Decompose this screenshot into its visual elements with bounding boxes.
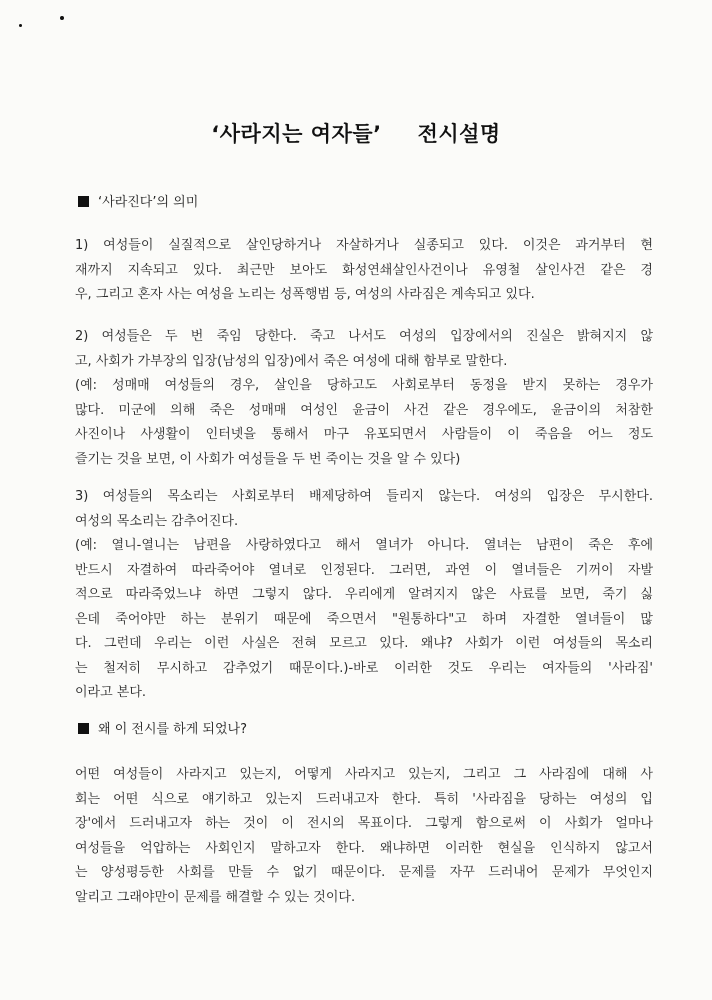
text-line: 3) 여성들의 목소리는 사회로부터 배제당하여 들리지 않는다. 여성의 입장은 무시한다.: [75, 489, 653, 504]
section-heading-why: [78, 718, 247, 737]
document-title: [0, 118, 712, 148]
paragraph-2: [75, 325, 653, 472]
text-line: (예: 열니-열니는 남편을 사랑하였다고 해서 열녀가 아니다. 열녀는 남편이 죽은 후에: [75, 538, 653, 553]
text-line: 고, 사회가 가부장의 입장(남성의 입장)에서 죽은 여성에 대해 함부로 말한다.: [75, 353, 508, 369]
text-line: 여성들을 억압하는 사회인지 말하고자 한다. 왜냐하면 이러한 현실을 인식하지 않고서: [75, 840, 653, 856]
text-line: 반드시 자결하여 따라죽어야 열녀로 인정된다. 그러면, 과연 이 열녀들은 기꺼이 자발: [75, 562, 653, 578]
text-line: 여성의 목소리는 감추어진다.: [75, 513, 239, 529]
text-line: 사진이나 사생활이 인터넷을 통해서 마구 유포되면서 사람들이 이 죽음을 어느 정도: [75, 427, 653, 442]
text-line: (예: 성매매 여성들의 경우, 살인을 당하고도 사회로부터 동정을 받지 못하는 경우가: [75, 378, 653, 393]
paragraph-1: [75, 234, 653, 308]
text-line: 재까지 지속되고 있다. 최근만 보아도 화성연쇄살인사건이나 유영철 살인사건 같은 경: [75, 262, 653, 278]
square-bullet-icon: [78, 723, 89, 734]
text-line: 많다. 미군에 의해 죽은 성매매 여성인 윤금이 사건 같은 경우에도, 윤금이의 처참한: [75, 402, 653, 418]
text-line: 회는 어떤 식으로 얘기하고 있는지 드러내고자 한다. 특히 '사라짐을 당하는 여성의 입: [75, 791, 653, 807]
text-line: 우, 그리고 혼자 사는 여성을 노리는 성폭행범 등, 여성의 사라짐은 계속되고 있다.: [75, 287, 535, 302]
paragraph-4: [75, 763, 653, 910]
title-main: ‘사라지는 여자들’: [211, 122, 382, 146]
square-bullet-icon: [78, 196, 89, 207]
text-line: 는 철저히 무시하고 감추었기 때문이다.)-바로 이러한 것도 우리는 여자들의 '사라짐': [75, 660, 653, 676]
text-line: 1) 여성들이 실질적으로 살인당하거나 자살하거나 실종되고 있다. 이것은 과거부터 현: [75, 238, 653, 253]
text-line: 장'에서 드러내고자 하는 것이 이 전시의 목표이다. 그렇게 함으로써 이 사회가 얼마나: [75, 816, 653, 831]
section-heading-meaning: [78, 191, 198, 210]
text-line: 은데 죽어야만 하는 분위기 때문에 죽으면서 "원통하다"고 하며 자결한 열녀들이 많: [75, 611, 653, 627]
text-line: 적으로 따라죽었느냐 하면 그렇지 않다. 우리에게 알려지지 않은 사료를 보면, 죽기 싫: [75, 587, 653, 602]
heading-text: 왜 이 전시를 하게 되었나?: [98, 722, 248, 737]
text-line: 다. 그런데 우리는 이런 사실은 전혀 모르고 있다. 왜냐? 사회가 이런 여성들의 목소리: [75, 636, 653, 651]
scan-speck: [19, 24, 22, 27]
paragraph-3: [75, 485, 653, 706]
text-line: 즐기는 것을 보면, 이 사회가 여성들을 두 번 죽이는 것을 알 수 있다): [75, 451, 461, 467]
text-line: 어떤 여성들이 사라지고 있는지, 어떻게 사라지고 있는지, 그리고 그 사라짐에 대해 사: [75, 767, 653, 782]
text-line: 는 양성평등한 사회를 만들 수 없기 때문이다. 문제를 자꾸 드러내어 문제가 무엇인지: [75, 865, 653, 880]
heading-text: ‘사라진다’의 의미: [98, 195, 199, 210]
text-line: 2) 여성들은 두 번 죽임 당한다. 죽고 나서도 여성의 입장에서의 진실은 밝혀지지 않: [75, 329, 653, 344]
text-line: 이라고 본다.: [75, 685, 147, 700]
scan-speck: [60, 16, 64, 20]
text-line: 알리고 그래야만이 문제를 해결할 수 있는 것이다.: [75, 889, 356, 905]
title-sub: 전시설명: [417, 122, 501, 146]
